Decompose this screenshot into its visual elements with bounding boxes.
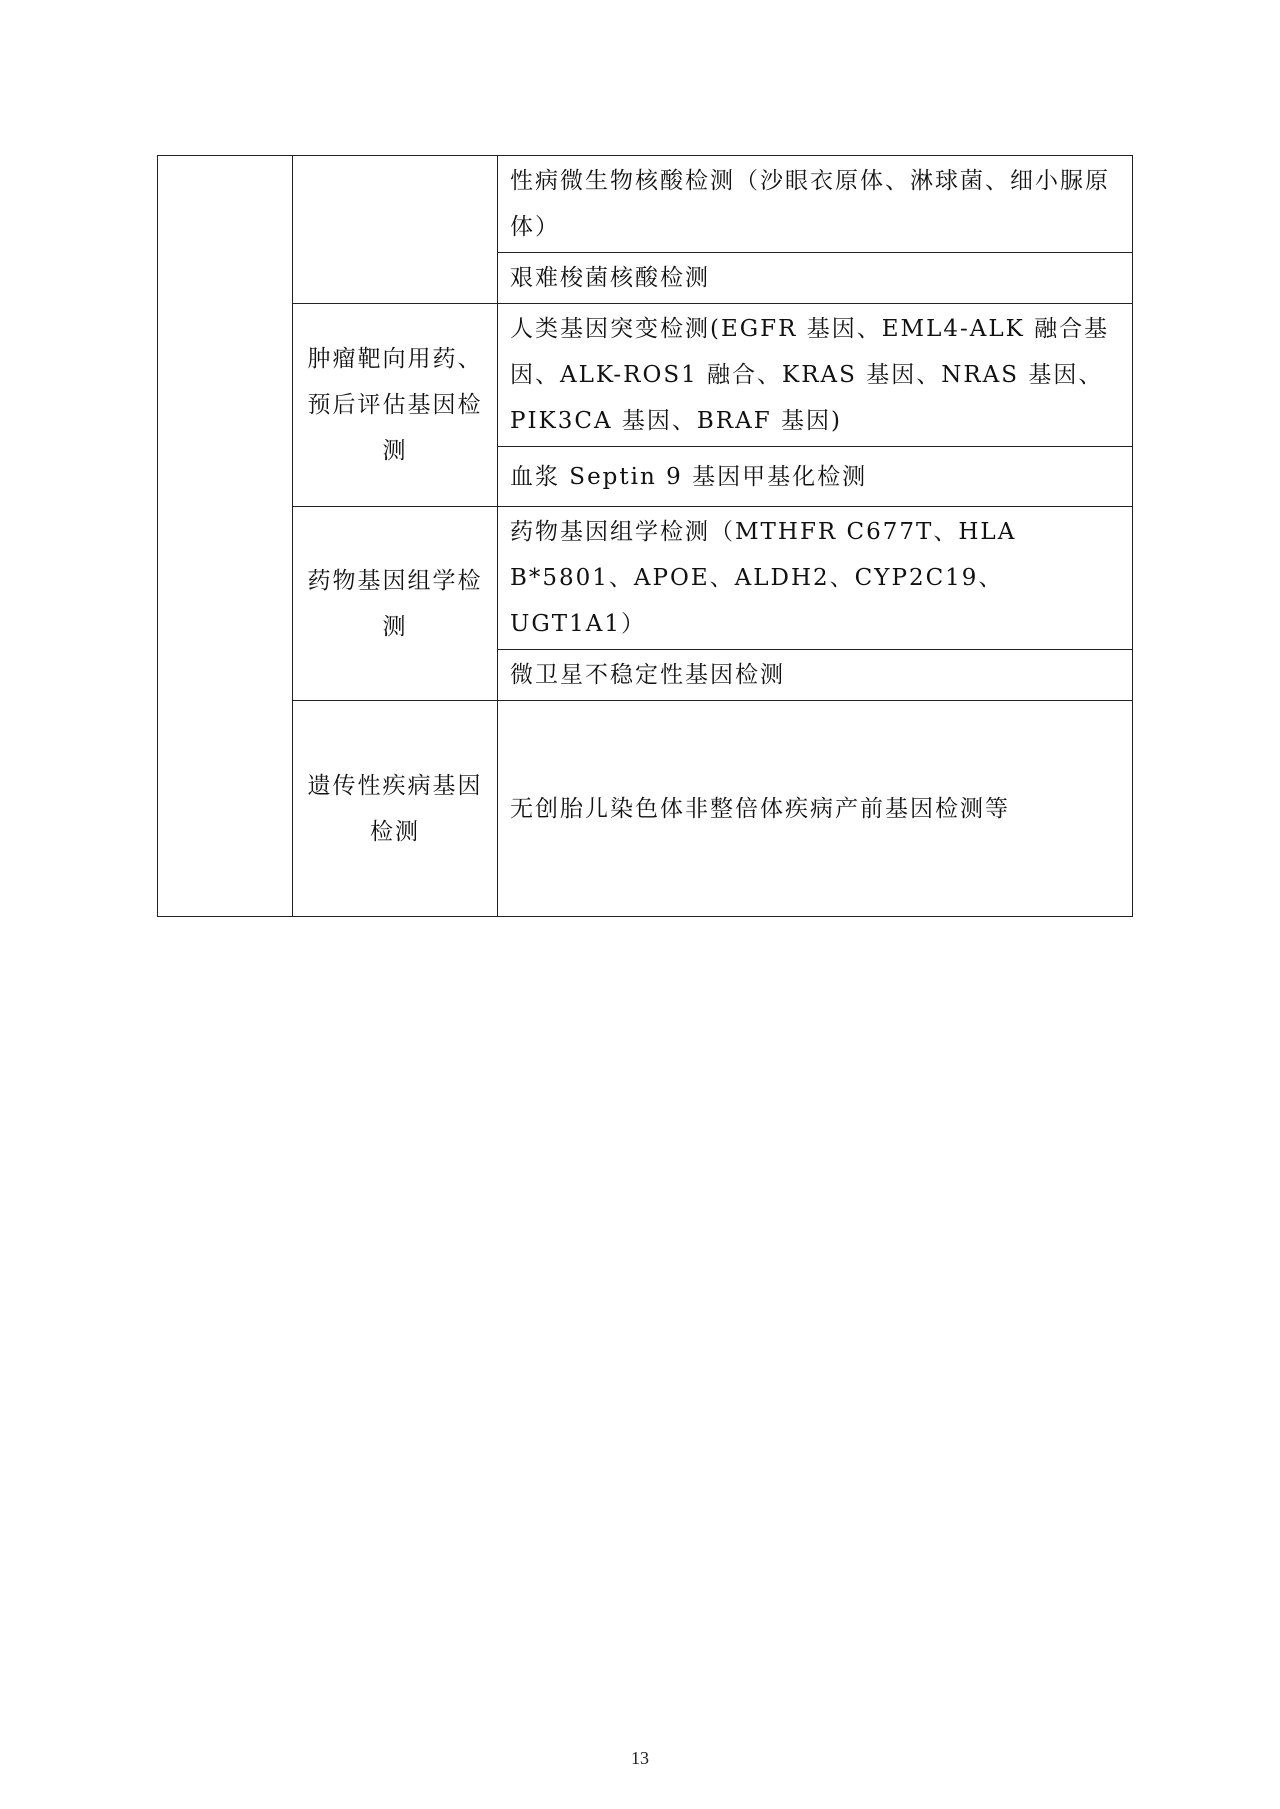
- item-cell: 微卫星不稳定性基因检测: [498, 650, 1133, 701]
- test-items-table: [157, 155, 1133, 917]
- page-number: 13: [631, 1748, 649, 1768]
- item-cell: 艰难梭菌核酸检测: [498, 253, 1133, 304]
- table-row: [158, 304, 1133, 447]
- category-cell: 药物基因组学检测: [293, 507, 498, 701]
- item-cell: 血浆 Septin 9 基因甲基化检测: [498, 447, 1133, 507]
- category-cell: [293, 156, 498, 304]
- item-cell: 人类基因突变检测(EGFR 基因、EML4-ALK 融合基因、ALK-ROS1 融合、KRAS 基因、NRAS 基因、PIK3CA 基因、BRAF 基因): [498, 304, 1133, 447]
- category-cell: 遗传性疾病基因检测: [293, 701, 498, 917]
- table-row: [158, 507, 1133, 650]
- item-cell: 性病微生物核酸检测（沙眼衣原体、淋球菌、细小脲原体）: [498, 156, 1133, 253]
- item-cell: 无创胎儿染色体非整倍体疾病产前基因检测等: [498, 701, 1133, 917]
- category-cell: 肿瘤靶向用药、预后评估基因检测: [293, 304, 498, 507]
- table-row: [158, 156, 1133, 253]
- table-row: [158, 701, 1133, 917]
- item-cell: 药物基因组学检测（MTHFR C677T、HLA B*5801、APOE、ALDH2、CYP2C19、UGT1A1）: [498, 507, 1133, 650]
- left-empty-column-cell: [158, 156, 293, 917]
